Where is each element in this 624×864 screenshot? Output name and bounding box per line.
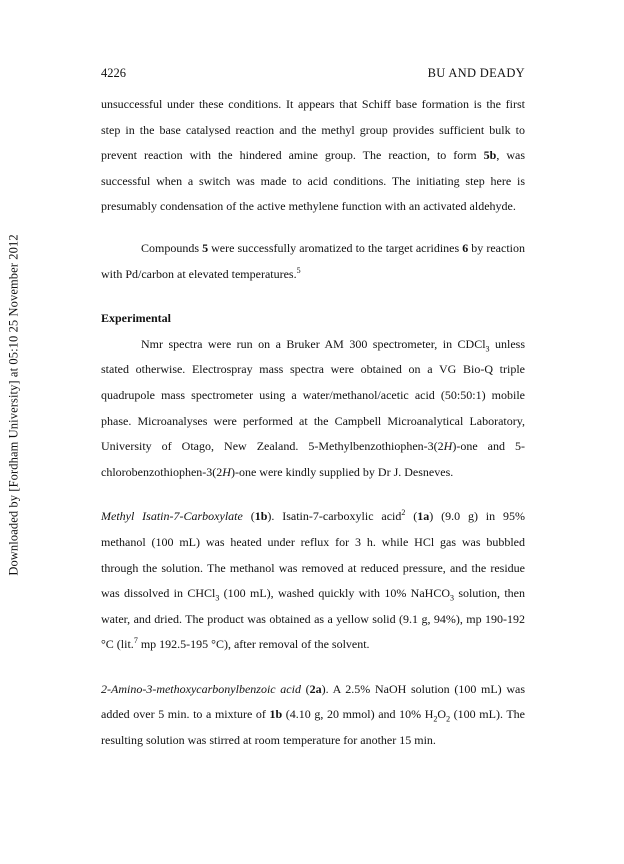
text-run: Nmr spectra were run on a Bruker AM 300 spectrometer, in CDCl: [141, 336, 486, 351]
text-run: unless stated otherwise. Electrospray mass spectra were obtained on a VG Bio-Q triple quadrupole mass spectrometer using a water/methanol/acetic acid (50:50:1) mobile phase. Microanalyses were performed at the Campbell Microanalytical Laboratory, University of Otago, New Zealand. 5-Methylbenzothiophen-3(2: [101, 336, 526, 454]
paragraph-schiff-base: [101, 92, 525, 220]
subscript: 3: [449, 593, 454, 603]
text-run: (100 mL), washed quickly with 10% NaHCO: [219, 586, 450, 601]
section-heading-experimental: Experimental: [101, 311, 171, 326]
text-run: unsuccessful under these conditions. It appears that Schiff base formation is the first step in the base catalysed reaction and the methyl group provides sufficient bulk to prevent reaction with the hindered amine group. The reaction, to form: [101, 97, 525, 163]
text-run: (: [242, 509, 255, 524]
text-run: by reaction with Pd/carbon at elevated temperatures.: [101, 240, 525, 281]
reference-mark: 5: [296, 265, 301, 275]
text-run: (100 mL). The resulting solution was stirred at room temperature for another 15 min.: [101, 707, 525, 748]
subscript: 2: [446, 714, 451, 724]
paragraph-general-methods: [101, 332, 525, 486]
subscript: 3: [485, 344, 490, 354]
paragraph-aromatization: [101, 236, 525, 287]
text-run: Compounds: [141, 240, 203, 255]
text-run: mp 192.5-195 °C), after removal of the solvent.: [137, 637, 370, 652]
compound-label: 1a: [417, 509, 430, 524]
text-run: were successfully aromatized to the target acridines: [208, 240, 463, 255]
download-watermark: [4, 180, 24, 630]
italic-run: H: [222, 464, 231, 479]
page-header: [101, 66, 525, 82]
running-head: BU AND DEADY: [427, 66, 525, 80]
procedure-title: 2-Amino-3-methoxycarbonylbenzoic acid: [101, 681, 301, 696]
text-run: ). Isatin-7-carboxylic acid: [267, 509, 402, 524]
text-run: solution, then water, and dried. The product was obtained as a yellow solid (9.1 g, 94%), mp 190-192 °C (lit.: [101, 586, 525, 652]
reference-mark: 7: [133, 636, 138, 646]
italic-run: H: [443, 439, 453, 454]
subscript: 2: [433, 714, 438, 724]
article-body: [101, 92, 525, 754]
reference-mark: 2: [401, 508, 406, 518]
text-run: )-one and 5-chlorobenzothiophen-3(2: [101, 439, 525, 479]
paragraph-amino-acid: [101, 677, 525, 754]
subscript: 3: [215, 593, 220, 603]
text-run: ). A 2.5% NaOH solution (100 mL) was added over 5 min. to a mixture of: [101, 681, 525, 722]
compound-label: 2a: [309, 681, 322, 696]
paragraph-methyl-isatin: [101, 504, 525, 658]
compound-label: 1b: [269, 707, 283, 722]
text-run: )-one were kindly supplied by Dr J. Desneves.: [230, 464, 454, 479]
text-run: (: [300, 681, 310, 696]
compound-label: 6: [462, 240, 469, 255]
text-run: (: [405, 509, 418, 524]
procedure-title: Methyl Isatin-7-Carboxylate: [101, 509, 243, 524]
text-run: O: [437, 707, 447, 722]
compound-label: 5b: [483, 148, 497, 163]
text-run: (4.10 g, 20 mmol) and 10% H: [282, 707, 434, 722]
text-run: , was successful when a switch was made to acid conditions. The initiating step here is presumably condensation of the active methylene function with an activated aldehyde.: [101, 148, 525, 214]
compound-label: 5: [202, 240, 209, 255]
compound-label: 1b: [254, 509, 268, 524]
text-run: ) (9.0 g) in 95% methanol (100 mL) was heated under reflux for 3 h. while HCl gas was bubbled through the solution. The methanol was removed at reduced pressure, and the residue was dissolved in CHCl: [101, 509, 525, 601]
page-number: 4226: [101, 66, 126, 80]
download-watermark-text: Downloaded by [Fordham University] at 05:10 25 November 2012: [6, 234, 21, 576]
